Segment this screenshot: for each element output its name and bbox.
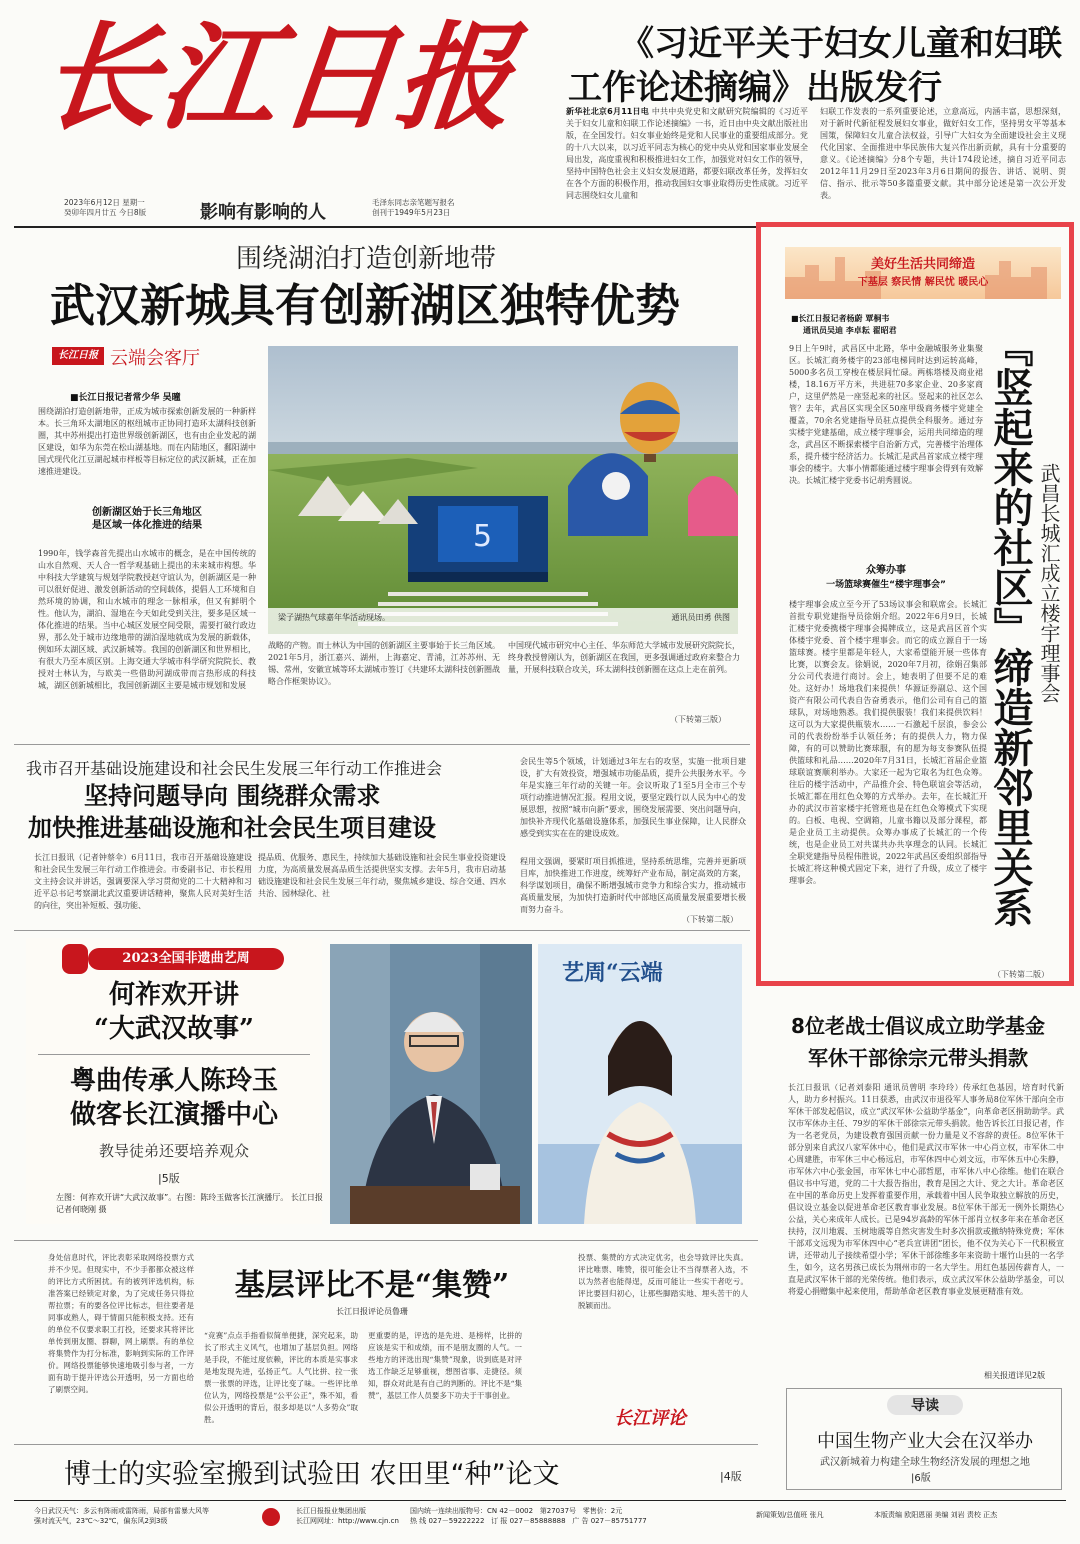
commentary-col-4: 投票、集赞的方式决定优劣，也会导致评比失真。评比唯票、唯赞，很可能会让不当得票者入选，不以为然者也能得逞，反而可能让一些实干者吃亏。评比要回归初心，让那些脚踏实地、埋头苦干的人脱颖而出。: [578, 1253, 748, 1310]
lead-column-1: [566, 106, 808, 218]
footer-editors: 新闻策划/总值班 张凡: [756, 1511, 824, 1519]
weather-line-2: 强对流天气，23℃～32℃，偏东风2到3级: [34, 1517, 168, 1525]
culture-divider: [38, 1054, 310, 1055]
footer-hotline: 热 线 027－59222222: [410, 1517, 485, 1525]
culture-caption-text: 左图：何祚欢开讲“大武汉故事”。右图：陈玲玉做客长江演播厅。: [56, 1193, 289, 1202]
founder-line-1: 毛泽东同志亲笔题写报名: [372, 198, 455, 207]
festival-illustration: [268, 346, 738, 634]
community-byline-1: ■长江日报记者杨蔚 覃桐韦: [791, 314, 890, 323]
culture-banner: 2023全国非遗曲艺周: [88, 948, 284, 970]
community-subtitle: 武昌长城汇成立楼宇理事会: [1037, 463, 1061, 703]
infra-jump: （下转第二版）: [682, 915, 738, 924]
lake-kicker: 围绕湖泊打造创新地带: [236, 244, 497, 274]
culture-box: [26, 938, 322, 1224]
lead-dateline: 新华社北京6月11日电: [566, 107, 650, 116]
infra-kicker: 我市召开基础设施建设和社会民生发展三年行动工作推进会: [26, 759, 443, 778]
culture-h1-line-1: 何祚欢开讲: [108, 980, 239, 1010]
community-body-2: 楼宇理事会成立至今开了53场议事会和联席会。长城汇首批专职党建指导员徐娟介绍。2022年6月9日，长城汇楼宇党委携楼宇理事会揭牌成立，这是武昌区首个实体楼宇党委、首个楼宇理事会。而它的成立源自于一场篮球赛。楼宇里都是年轻人，大家希望能开展一些体育比赛，以赛会友。徐娟说，2020年7月初，徐娟召集部分公司代表进行商讨。会上，她表明了但要不足的难处。这好办！场地我们来提供！华源证券副总、这个国资产有限公司代表自告奋勇表示，他们公司有自己的篮球队，对场地熟悉。我们提供服装！我们来提供饮料！这可以为大家提供瓶装水……一石激起千层浪，参会公司的代表纷纷举手认领任务；有的提供人力，物力保障，有的可以赞助比赛球服，有的愿为每支参赛队伍提供篮球和礼品……2020年7月31日，长城汇首届企业篮球联谊赛顺利举办。大家还一起为它取名为红色众筹。往后的楼宇活动中，产品推介会、特色联谊会等活动，长城汇都在用红色众筹的方式举办。去年，在长城汇开办的武汉市首家楼宇托管班也是在红色众筹模式下实现的。白板、电视、空调箱，儿童书籍以及部分课程，都是企业员工主动提供。众筹办事成了长城汇的一个传统，也是企业员工对共谋共办共享理念的认同。长城汇全职党建指导员程伟胜说，2022年武昌区委组织部指导长城汇将这种模式固定下来，进行了升级，成立了楼宇理事会。: [789, 600, 987, 885]
footer-divider: [14, 1500, 1066, 1501]
veterans-headline[interactable]: [770, 1010, 1066, 1074]
community-headline[interactable]: 『竖起来的社区』缔造新邻里关系: [987, 327, 1034, 927]
weather-line-1: 今日武汉天气：多云有阵雨或雷阵雨，局部有雷暴大风等: [34, 1507, 209, 1515]
community-story-box: [756, 222, 1074, 986]
infra-col-3: 会民生等5个领域，计划通过3年左右的攻坚，实施一批项目建设，扩大有效投资，增强城市功能品质，提升公共服务水平。今年是实施三年行动的关键一年。会议听取了1至5月全市三个专项行动推进情况汇报。程用文说，要坚定践行以人民为中心的发展思想，按照“城市向新”要求，围绕发展需要、突出问题导向，加快补齐现代化基础设施体系，加强民生事业保障，让人民群众感受到实实在在的建设成效。: [520, 757, 746, 838]
infra-col-4: 程用文强调，要紧盯项目抓推进，坚持系统思维，完善并更新项目库，加快推进工作进度，统筹好产业布局，制定高效的方案，科学谋划项目，确保不断增强城市竞争力和综合实力，推动城市高质量发展，为加快打造新时代中部地区高质量发展重要增长极而努力奋斗。: [520, 857, 746, 914]
lake-subhead-1: 创新湖区始于长三角地区: [92, 507, 202, 518]
culture-headline-2[interactable]: [26, 1064, 322, 1132]
masthead-founder: [372, 198, 492, 218]
footer-publisher: [296, 1506, 416, 1526]
guide-headline: 中国生物产业大会在汉举办: [817, 1431, 1033, 1452]
masthead-title: 长江日报: [35, 10, 522, 146]
culture-credit: 长江日报记者何晓刚 摄: [56, 1193, 323, 1214]
culture-h1-line-2: “大武汉故事”: [94, 1014, 254, 1044]
masthead-date: [64, 198, 184, 218]
section-logo: 长江日报: [52, 347, 104, 365]
community-section-sub: 一场篮球赛催生“楼宇理事会”: [826, 580, 946, 590]
lab-page-ref: |4版: [720, 1470, 742, 1483]
community-banner-sub: 下基层 察民情 解民忧 暖民心: [857, 277, 989, 288]
footer-editors-2: 本版责编 欧阳恩丽 美编 刘岩 责校 正杰: [874, 1511, 998, 1519]
commentary-logo: 长江评论: [614, 1408, 686, 1429]
lead-headline-line-1: 《习近平关于妇女儿童和妇联: [620, 24, 1062, 64]
commentary-headline[interactable]: 基层评比不是“集赞”: [234, 1268, 510, 1303]
lab-headline[interactable]: 博士的实验室搬到试验田 农田里“种”论文: [64, 1459, 560, 1490]
community-banner: [785, 247, 1061, 299]
lake-subhead-2: 是区域一体化推进的结果: [92, 520, 202, 531]
infra-headline[interactable]: [28, 780, 528, 844]
publisher-logo-icon: [262, 1508, 280, 1526]
divider-infra-culture: [14, 930, 750, 931]
culture-subhead: 教导徒弟还要培养观众: [98, 1142, 249, 1160]
veterans-body: 长江日报讯（记者刘泰阳 通讯员曾明 李玲玲）传承红色基因，培育时代新人，助力乡村振兴。11日获悉，由武汉市退役军人事务局8位军休干部向全市军休干部发起倡议，成立“武汉军休·公益助学基金”，向革命老区捐助助学。武汉市军休办主任、79岁的军休干部徐宗元带头捐款。他告诉长江日报记者，作为一名老党员，为建设教育强国贡献一份力量是义不容辞的责任。8位军休干部分别来自武汉八家军休中心，他们是武汉市军休一中心肖立权，市军休二中心周建胜，市军休三中心杨远启，市军休四中心刘文远，市军休五中心朱静，市军休六中心张金国，市军休七中心邵哲愿，市军休八中心徐维。他们在联合倡议书中写道，党的二十大报告指出，教育是国之大计、党之大计。革命老区在中国的革命历史上发挥着重要作用，承载着中国人民争取独立解放的历史，倡议设立基金以促进革命老区教育事业发展。8位军休干部无一例外长期热心公益，关心来成年人成长。已是94岁高龄的军休干部肖立权多年来在革命老区扶持，汉川地震、玉树地震等自然灾害发生时多次捐款或撤纳特殊党费；军休干部邓文远现为市军休四中心“老兵宣讲团”团长，他不仅为关心下一代积极宣讲，还带动儿子接续希望小学；军休干部徐维多年来资助十堰竹山县的一名学生，如今，这名男孩已成长为荆州市的一名大学生。用红色基因传薪育人，一直是武汉军休干部的光荣传统。他们表示，成立武汉军休公益助学基金，可以将爱心捐赠集中起来使用，帮助革命老区教育事业发展更精准有效。: [788, 1083, 1064, 1296]
lake-jump: （下转第三版）: [670, 715, 726, 724]
date-line-2: 癸卯年四月廿五 今日8版: [64, 208, 147, 217]
divider-commentary-lab: [14, 1444, 758, 1445]
commentary-col-3: 更重要的是，评选的是先进、是榜样，比拼的应该是实干和成绩，而不是朋友圈的人气。一些地方的评选出现“集赞”现象，说到底是对评选工作缺乏足够重视，想图省事、走捷径。须知，群众对此是有自己的判断的。评比不是“集赞”，基层工作人员要多下功夫于干事创业。: [368, 1331, 522, 1400]
publisher-name: 长江日报报业集团出版: [296, 1507, 366, 1515]
infra-col-2: 提品质、优服务、惠民生，持续加大基础设施和社会民生事业投资建设力度，为高质量发展高品质生活提供坚实支撑。去年5月，我市启动基础设施建设和社会民生发展三年行动，聚焦城乡建设、综合交通、四水共治、园林绿化、社: [258, 853, 506, 898]
lake-body-3: 战略的产物。而士林认为中国的创新湖区主要事始于长三角区域。2021年5月，浙江嘉兴、湖州，上海嘉定、青浦，江苏苏州、无锡、常州，安徽宣城等环太湖城市签订《共建环太湖科技创新圈战略合作框架协议》。: [268, 641, 500, 686]
lake-body-1: 围绕湖泊打造创新地带，正成为城市探索创新发展的一种新样本。长三角环太湖地区的枢纽城市正协同打造环太湖科技创新圈，其中苏州提出打造世界级创新湖区，也有由企业发起的湖区建设，如华为东莞在松山湖基地。而在内陆地区，鄱阳湖中国式现代化江豆湖起城市样板等目标定位的武汉新城，正在加速推进建设。: [38, 407, 256, 476]
culture-headline-1[interactable]: [26, 978, 322, 1046]
infra-col-1: 长江日报讯（记者钟蔡伞）6月11日，我市召开基础设施建设和社会民生发展三年行动工作推进会。市委副书记、市长程用文主持会议并讲话，强调要深入学习贯彻党的二十大精神和习近平总书记考察湖北武汉重要讲话精神，聚焦人民对美好生活的向往，突出补短板、强功能、: [34, 853, 252, 910]
cantonese-opera-photo: [538, 944, 742, 1224]
divider-lake-infra: [14, 744, 750, 745]
community-body-1: 9日上午9时，武昌区中北路，华中金融城服务业集聚区。长城汇商务楼宇的23部电梯同时达到运转高峰，5000多名员工穿梭在楼层间忙碌。两栋塔楼及商业裙楼，18.16万平方米，共进驻70多家企业、20多家商户，这里俨然是一座竖起来的社区。竖起来的社区怎么管？去年，武昌区实现全区50座甲级商务楼宇党建全覆盖，70余名党建指导员驻点提供全科服务。通过夯实楼宇党建基础，成立楼宇理事会，运用共同缔造的理念，武昌区不断探索楼宇自治新方式，完善楼宇治理体系，提升楼宇经济活力。长城汇是武昌首家成立楼宇理事会的楼宇。大事小情都能通过楼宇理事会得到有效解决。长城汇楼宇党委书记胡秀圆说。: [789, 344, 983, 485]
guide-box[interactable]: [786, 1388, 1062, 1490]
divider-culture-commentary: [14, 1240, 758, 1241]
date-line-1: 2023年6月12日 星期一: [64, 198, 145, 207]
community-jump: （下转第二版）: [993, 970, 1049, 979]
footer-registration: [410, 1506, 740, 1526]
infra-headline-line-2: 加快推进基础设施和社会民生项目建设: [28, 814, 436, 842]
lake-body-2: 1990年，钱学森首先提出山水城市的概念，是在中国传统的山水自然观、天人合一哲学观基础上提出的未来城市构想。华中科技大学建筑与规划学院教授赵守谊认为，创新湖区是一种可以很好促进、激发创新活动的空间载体，提倡人工环境和自然环境的协调，和山水城市的理念一脉相承，但又有鲜明个性。他认为，湖泊、湿地在今天如此受到关注，要多是区域一体化推进的结果。当中心城区发展空间受限，需要打破行政边界，那么处于城市边缘地带的湖泊湿地就成为发展的新载体，例如环太湖区域、武汉新城等。我国的创新湖区和世界相比，有很大乃至本质区别。上海交通大学城市科学研究院院长、教授对士林认为，与欧美一些借助河湖成带而言热形成的科技城，湖区创新城相比，我国创新湖区主要是城市规划和发展: [38, 549, 256, 690]
veterans-jump: 相关报道详见2版: [984, 1371, 1046, 1380]
guide-label: 导读: [887, 1395, 963, 1415]
community-byline: [791, 313, 991, 337]
lead-column-2: 妇联工作发表的一系列重要论述，立意高远，内涵丰富，思想深刻，对于新时代新征程发展妇女事业，做好妇女工作，坚持男女平等基本国策，保障妇女儿童合法权益，引导广大妇女为全面建设社会主义现代化国家、全面推进中华民族伟大复兴作出新贡献，具有十分重要的意义。《论述摘编》分8个专题，共计174段论述，摘自习近平同志2012年11月29日至2023年3月6日期间的报告、讲话、说明、贺信、指示、批示等50多篇重要文献。其中部分论述是第一次公开发表。: [820, 107, 1066, 200]
culture-h2-line-2: 做客长江演播中心: [69, 1100, 278, 1130]
lake-headline[interactable]: 武汉新城具有创新湖区独特优势: [50, 279, 681, 332]
lake-byline: ■长江日报记者常少华 吴曈: [70, 393, 181, 403]
red-lantern-icon: [62, 944, 88, 974]
storyteller-photo: [330, 944, 532, 1224]
footer-issue: 第27037号: [539, 1507, 577, 1515]
culture-page-ref: |5版: [158, 1172, 180, 1185]
community-byline-2: 通讯员吴迪 李卓耘 翟昭君: [803, 326, 897, 335]
publisher-website[interactable]: 长江网网址：http://www.cjn.cn: [296, 1517, 399, 1525]
lake-subhead: [38, 506, 256, 532]
footer-weather: [34, 1506, 264, 1526]
svg-text:5: 5: [473, 519, 493, 554]
lake-body-4: 中国现代城市研究中心主任、华东师范大学城市发展研究院院长，终身教授曾刚认为，创新湖区在我国，更多强调通过政府来整合力量，开展科技联合攻关，环太湖科技创新圈在这点上走在前列。: [508, 641, 740, 674]
guide-page-ref: |6版: [911, 1473, 931, 1484]
storyteller-illustration: [330, 944, 532, 1224]
commentary-col-2: “竞赛”点点手指看似简单便捷，深究起来，助长了形式主义风气，也增加了基层负担。网络是手段，不能过度依赖，评比的本质是实事求是地发现先进，弘扬正气。人气比拼、拉一张票一张票的评选，让评比变了味。一些评比单位认为，网络投票是“公平公正”，殊不知，看似公开透明的背后，很多却是以“人多势众”取胜。: [204, 1331, 358, 1424]
footer-subscribe: 订 报 027－85888888: [491, 1517, 566, 1525]
guide-sub: 武汉新城着力构建全球生物经济发展的理想之地: [820, 1457, 1030, 1468]
veterans-headline-2: 军休干部徐宗元带头捐款: [808, 1046, 1028, 1070]
community-section-title: 众筹办事: [866, 565, 906, 576]
photo-credit: 通讯员田勇 供图: [671, 613, 730, 622]
lead-col1-text: 中共中央党史和文献研究院编辑的《习近平关于妇女儿童和妇联工作论述摘编》一书，近日由中央文献出版社出版，在全国发行。妇女事业始终是党和人民事业的重要组成部分。党的十八大以来，以习近平同志为核心的党中央从党和国家事业发展全局出发，高度重视和积极推进妇女工作，加强党对妇女工作的领导，坚持中国特色社会主义妇女发展道路，都要妇联改革任务，发挥妇女在各个方面的积极作用，推动我国妇女事业取得历史性成就。习近平同志围绕妇女儿童和: [566, 107, 808, 200]
footer-price: 零售价：2元: [582, 1507, 623, 1515]
commentary-byline: 长江日报评论员鲁珊: [336, 1307, 408, 1316]
culture-h2-line-1: 粤曲传承人陈玲玉: [69, 1066, 278, 1096]
footer-ads: 广 告 027－85751777: [572, 1517, 647, 1525]
lake-section-tag: [52, 344, 252, 368]
lead-headline[interactable]: [568, 22, 1068, 110]
studio-backdrop-text: 艺周“云端: [562, 960, 663, 986]
balloon-festival-photo: [268, 346, 738, 634]
footer-cn: 国内统一连续出版物号：CN 42－0002: [410, 1507, 534, 1515]
photo-caption: 梁子湖热气球嘉年华活动现场。: [278, 613, 390, 622]
community-banner-title: 美好生活共同缔造: [870, 257, 975, 272]
lead-headline-line-2: 工作论述摘编》出版发行: [568, 68, 942, 108]
section-name: 云端会客厅: [110, 348, 200, 369]
veterans-headline-1: 8位老战士倡议成立助学基金: [791, 1014, 1045, 1038]
commentary-col-1: 身处信息时代，评比表彰采取网络投票方式并不少见。但现实中，不少手都都众被这样的评比方式所困扰。有的被列评选机构，标准答案已经锁定对象，为了完成任务只得拉帮拉票；有的要各位评比标志，但往要者是同事或熟人，碍于情面只能积极支持。还有的单位不仅要求职工打投，还要求其将评比单传到朋友圈、群聊，网上刷票。有的单位将集赞作为打分标准，影响到实际的工作评价。网络投票能够快速地吸引参与者，一方面有助于提升评选公开透明，另一方面也给了刷票空间。: [48, 1253, 194, 1394]
infra-headline-line-1: 坚持问题导向 围绕群众需求: [84, 782, 381, 810]
founder-line-2: 创刊于1949年5月23日: [372, 208, 451, 217]
culture-caption: [56, 1192, 326, 1216]
masthead-slogan: 影响有影响的人: [200, 202, 326, 223]
